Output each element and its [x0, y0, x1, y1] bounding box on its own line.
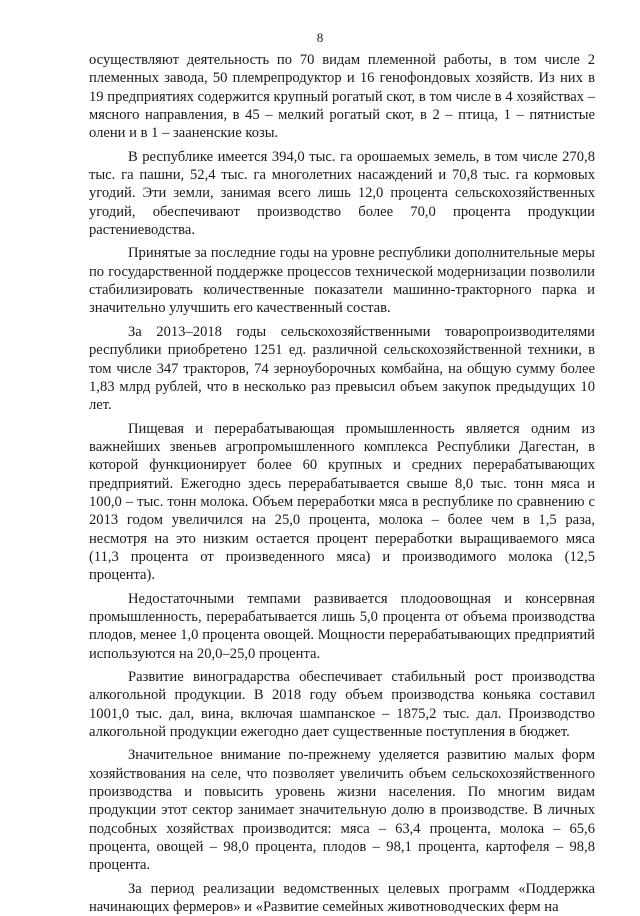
paragraph-food-processing: Пищевая и перерабатывающая промышленность является одним из важнейших звеньев агропромышленного комплекса Республики Дагестан, в которой функционирует более 60 крупных и средних перерабатывающих предприятий. Ежегодно здесь перерабатывается свыше 8,0 тыс. тонн мяса и 100,0 – тыс. тонн молока. Объем переработки мяса в республике по сравнению с 2013 годом увеличился на 25,0 процента, молока – более чем в 1,5 раза, несмотря на это низким остается процент переработки выращиваемого мяса (11,3 процента от произведенного мяса) и производимого молока (12,5 процента).: [89, 420, 595, 584]
paragraph-small-farms: Значительное внимание по-прежнему уделяется развитию малых форм хозяйствования на селе, что позволяет увеличить объем сельскохозяйственного производства и повысить уровень жизни населения. По многим видам продукции этот сектор занимает значительную долю в производстве. В личных подсобных хозяйствах производится: мяса – 63,4 процента, молока – 65,6 процента, овощей – 98,0 процента, плодов – 98,1 процента, картофеля – 98,8 процента.: [89, 747, 595, 874]
document-body: [89, 51, 595, 916]
paragraph-breeding-farms: осуществляют деятельность по 70 видам племенной работы, в том числе 2 племенных завода, 50 племрепродуктор и 16 генофондовых хозяйств. Из них в 19 предприятиях содержится крупный рогатый скот, в том числе в 4 хозяйствах – мясного направления, в 45 – мелкий рогатый скот, в 2 – птица, 1 – пятнистые олени и в 1 – зааненские козы.: [89, 52, 595, 142]
paragraph-fruit-vegetable-industry: Недостаточными темпами развивается плодоовощная и консервная промышленность, перерабатывается лишь 5,0 процента от объема производства плодов, менее 1,0 процента овощей. Мощности перерабатывающих предприятий используются на 20,0–25,0 процента.: [89, 590, 595, 662]
page-number: 8: [316, 30, 324, 45]
paragraph-irrigated-land: В республике имеется 394,0 тыс. га орошаемых земель, в том числе 270,8 тыс. га пашни, 52,4 тыс. га многолетних насаждений и 70,8 тыс. га кормовых угодий. Эти земли, занимая всего лишь 12,0 процента сельскохозяйственных угодий, обеспечивают производство более 70,0 процента продукции растениеводства.: [89, 148, 595, 239]
paragraph-machinery-purchases: За 2013–2018 годы сельскохозяйственными товаропроизводителями республики приобретено 1251 ед. различной сельскохозяйственной техники, в том числе 347 тракторов, 74 зерноуборочных комбайна, на общую сумму более 1,83 млрд рублей, что в несколько раз превысил объем закупок предыдущих 10 лет.: [89, 323, 595, 414]
paragraph-viticulture: Развитие виноградарства обеспечивает стабильный рост производства алкогольной продукции. В 2018 году объем производства коньяка составил 1001,0 тыс. дал, вина, включая шампанское – 1875,2 тыс. дал. Производство алкогольной продукции ежегодно дает существенные поступления в бюджет.: [89, 669, 595, 741]
paragraph-technical-modernization: Принятые за последние годы на уровне республики дополнительные меры по государственной поддержке процессов технической модернизации позволили стабилизировать количественные показатели машинно-тракторного парка и значительно улучшить его качественный состав.: [89, 245, 595, 317]
paragraph-target-programs: За период реализации ведомственных целевых программ «Поддержка начинающих фермеров» и «Развитие семейных животноводческих ферм на: [89, 880, 595, 916]
